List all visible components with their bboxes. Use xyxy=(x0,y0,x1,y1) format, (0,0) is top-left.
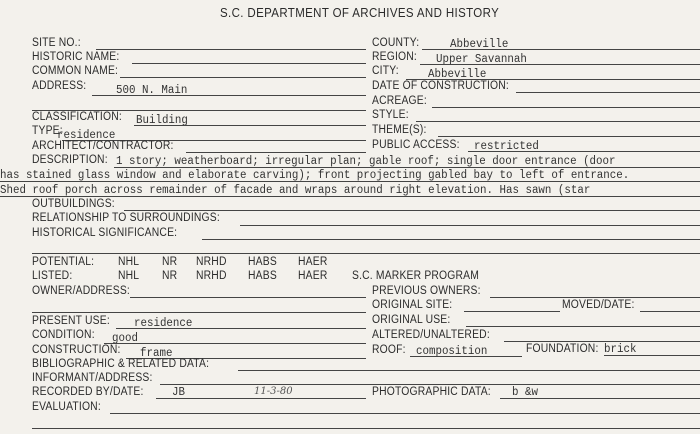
original-site-label: ORIGINAL SITE: xyxy=(372,299,453,311)
roof-label: ROOF: xyxy=(372,344,406,356)
present-use-value: residence xyxy=(134,317,193,330)
site-no-label: SITE NO.: xyxy=(32,37,81,49)
outbuildings-line xyxy=(124,210,700,211)
evaluation-label: EVALUATION: xyxy=(32,401,101,413)
city-label: CITY: xyxy=(372,65,399,77)
bibliographic-label: BIBLIOGRAPHIC & RELATED DATA: xyxy=(32,358,210,370)
county-line xyxy=(422,49,700,50)
potential-haer: HAER xyxy=(298,256,328,268)
informant-line xyxy=(160,384,700,385)
listed-haer: HAER xyxy=(298,270,328,282)
acreage-line xyxy=(432,107,700,108)
altered-label: ALTERED/UNALTERED: xyxy=(372,329,490,341)
altered-line xyxy=(504,341,700,342)
description-rule-1 xyxy=(114,167,700,168)
recorded-date-value: 11-3-80 xyxy=(254,386,293,397)
style-line xyxy=(416,121,700,122)
classification-value: Building xyxy=(136,114,188,127)
public-access-label: PUBLIC ACCESS: xyxy=(372,139,460,151)
foundation-value: brick xyxy=(604,343,637,356)
address-value: 500 N. Main xyxy=(116,84,188,97)
relationship-line xyxy=(240,225,700,226)
common-name-line xyxy=(120,77,366,78)
public-access-line xyxy=(468,151,700,152)
photographic-label: PHOTOGRAPHIC DATA: xyxy=(372,386,491,398)
historical-significance-line xyxy=(202,239,700,240)
recorded-by-line xyxy=(156,398,366,399)
description-line-3: Shed roof porch across remainder of facade and wraps around right elevation. Has sawn (star xyxy=(0,184,591,197)
architect-label: ARCHITECT/CONTRACTOR: xyxy=(32,140,174,152)
historic-name-label: HISTORIC NAME: xyxy=(32,51,120,63)
photographic-value: b &w xyxy=(512,386,538,399)
listed-label: LISTED: xyxy=(32,270,73,282)
potential-label: POTENTIAL: xyxy=(32,256,95,268)
classification-label: CLASSIFICATION: xyxy=(32,111,122,123)
construction-value: frame xyxy=(140,347,173,360)
foundation-line xyxy=(604,355,700,356)
style-label: STYLE: xyxy=(372,109,409,121)
city-value: Abbeville xyxy=(428,68,487,81)
roof-value: composition xyxy=(416,345,488,358)
historical-significance-label: HISTORICAL SIGNIFICANCE: xyxy=(32,227,178,239)
address-label: ADDRESS: xyxy=(32,80,87,92)
type-value: residence xyxy=(57,129,116,142)
present-use-line xyxy=(116,328,366,329)
acreage-label: ACREAGE: xyxy=(372,95,427,107)
region-label: REGION: xyxy=(372,51,417,63)
form-title: S.C. DEPARTMENT OF ARCHIVES AND HISTORY xyxy=(220,6,500,20)
listed-nhl: NHL xyxy=(118,270,140,282)
blank-rule-a xyxy=(32,253,700,254)
present-use-label: PRESENT USE: xyxy=(32,315,110,327)
evaluation-line xyxy=(110,413,700,414)
date-of-construction-label: DATE OF CONSTRUCTION: xyxy=(372,80,509,92)
date-of-construction-line xyxy=(516,92,700,93)
owner-address-label: OWNER/ADDRESS: xyxy=(32,285,130,297)
moved-date-label: MOVED/DATE: xyxy=(562,299,635,311)
owner-address-line xyxy=(130,297,366,298)
informant-label: INFORMANT/ADDRESS: xyxy=(32,372,153,384)
condition-value: good xyxy=(112,332,138,345)
listed-nrhd: NRHD xyxy=(196,270,227,282)
potential-habs: HABS xyxy=(248,256,277,268)
photographic-line xyxy=(500,398,700,399)
county-label: COUNTY: xyxy=(372,37,420,49)
themes-label: THEME(S): xyxy=(372,124,427,136)
blank-rule-b xyxy=(32,428,700,429)
county-value: Abbeville xyxy=(450,38,509,51)
previous-owners-line xyxy=(490,297,700,298)
region-value: Upper Savannah xyxy=(436,53,527,66)
description-label: DESCRIPTION: xyxy=(32,154,108,166)
public-access-value: restricted xyxy=(474,140,539,153)
moved-date-line xyxy=(640,311,700,312)
original-use-line xyxy=(466,326,700,327)
outbuildings-label: OUTBUILDINGS: xyxy=(32,198,115,210)
foundation-label: FOUNDATION: xyxy=(526,343,599,355)
original-use-label: ORIGINAL USE: xyxy=(372,314,451,326)
description-rule-3 xyxy=(0,196,700,197)
listed-nr: NR xyxy=(162,270,178,282)
owner-address-line-2 xyxy=(32,312,366,313)
architect-line xyxy=(186,152,366,153)
original-site-line xyxy=(464,311,560,312)
roof-line xyxy=(410,356,522,357)
description-line-1: 1 story; weatherboard; irregular plan; gable roof; single door entrance (door xyxy=(116,155,616,168)
themes-line xyxy=(438,136,700,137)
potential-nhl: NHL xyxy=(118,256,140,268)
region-line xyxy=(420,64,700,65)
condition-line xyxy=(104,343,366,344)
recorded-by-value: JB xyxy=(172,386,185,399)
potential-nrhd: NRHD xyxy=(196,256,227,268)
previous-owners-label: PREVIOUS OWNERS: xyxy=(372,285,481,297)
relationship-label: RELATIONSHIP TO SURROUNDINGS: xyxy=(32,212,220,224)
address-line xyxy=(92,95,366,96)
description-line-2: has stained glass window and elaborate carving); front projecting gabled bay to left of entrance. xyxy=(0,169,630,182)
historic-name-line xyxy=(132,63,366,64)
type-label: TYPE: xyxy=(32,125,63,137)
classification-line xyxy=(134,125,366,126)
condition-label: CONDITION: xyxy=(32,329,95,341)
construction-label: CONSTRUCTION: xyxy=(32,344,121,356)
site-no-line xyxy=(96,49,366,50)
description-rule-2 xyxy=(0,181,700,182)
listed-habs: HABS xyxy=(248,270,277,282)
potential-nr: NR xyxy=(162,256,178,268)
common-name-label: COMMON NAME: xyxy=(32,65,119,77)
recorded-by-label: RECORDED BY/DATE: xyxy=(32,386,144,398)
marker-program-label: S.C. MARKER PROGRAM xyxy=(352,270,480,282)
bibliographic-line xyxy=(238,370,700,371)
